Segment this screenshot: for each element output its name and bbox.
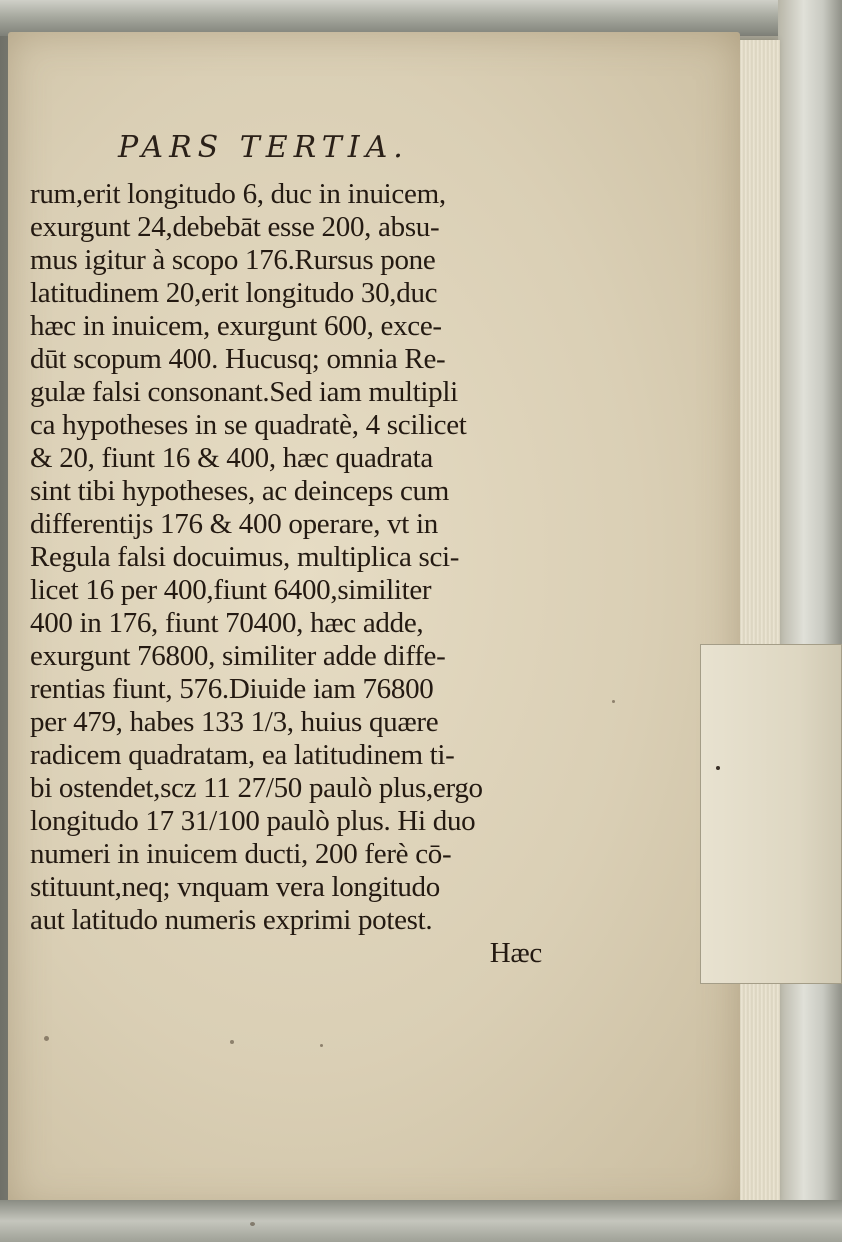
text-line: differentijs 176 & 400 operare, vt in (30, 508, 438, 540)
text-line: exurgunt 24,debebāt esse 200, absu- (30, 211, 440, 243)
text-line: mus igitur à scopo 176.Rursus pone (30, 244, 436, 276)
text-line: hæc in inuicem, exurgunt 600, exce- (30, 310, 442, 342)
text-line: dūt scopum 400. Hucusq; omnia Re- (30, 343, 446, 375)
text-line: licet 16 per 400,fiunt 6400,similiter (30, 574, 432, 606)
text-line: & 20, fiunt 16 & 400, hæc quadrata (30, 442, 433, 474)
text-line: sint tibi hypotheses, ac deinceps cum (30, 475, 449, 507)
paper-speck (612, 700, 615, 703)
text-line: longitudo 17 31/100 paulò plus. Hi duo (30, 805, 476, 837)
binding-bottom (0, 1200, 842, 1242)
text-line: aut latitudo numeris exprimi potest. (30, 904, 433, 936)
text-line: radicem quadratam, ea latitudinem ti- (30, 739, 455, 771)
body-text (30, 178, 560, 973)
paper-slip (700, 644, 842, 984)
binding-right (778, 0, 842, 1242)
text-line: bi ostendet,scz 11 27/50 paulò plus,ergo (30, 772, 483, 804)
text-line: per 479, habes 133 1/3, huius quære (30, 706, 439, 738)
paper-speck (320, 1044, 323, 1047)
text-line: exurgunt 76800, similiter adde diffe- (30, 640, 446, 672)
text-line: stituunt,neq; vnquam vera longitudo (30, 871, 440, 903)
ink-dot (716, 766, 720, 770)
paper-speck (250, 1222, 255, 1226)
binding-top (0, 0, 842, 36)
text-line: 400 in 176, fiunt 70400, hæc adde, (30, 607, 424, 639)
text-line: rentias fiunt, 576.Diuide iam 76800 (30, 673, 434, 705)
running-header: PARS TERTIA. (118, 130, 409, 165)
text-line: numeri in inuicem ducti, 200 ferè cō- (30, 838, 452, 870)
text-line: gulæ falsi consonant.Sed iam multipli (30, 376, 458, 408)
paper-speck (44, 1036, 49, 1041)
text-line: latitudinem 20,erit longitudo 30,duc (30, 277, 438, 309)
paper-speck (230, 1040, 234, 1044)
catchword: Hæc (489, 937, 542, 969)
text-line: ca hypotheses in se quadratè, 4 scilicet (30, 409, 467, 441)
text-line: Regula falsi docuimus, multiplica sci- (30, 541, 460, 573)
text-line: rum,erit longitudo 6, duc in inuicem, (30, 178, 446, 210)
